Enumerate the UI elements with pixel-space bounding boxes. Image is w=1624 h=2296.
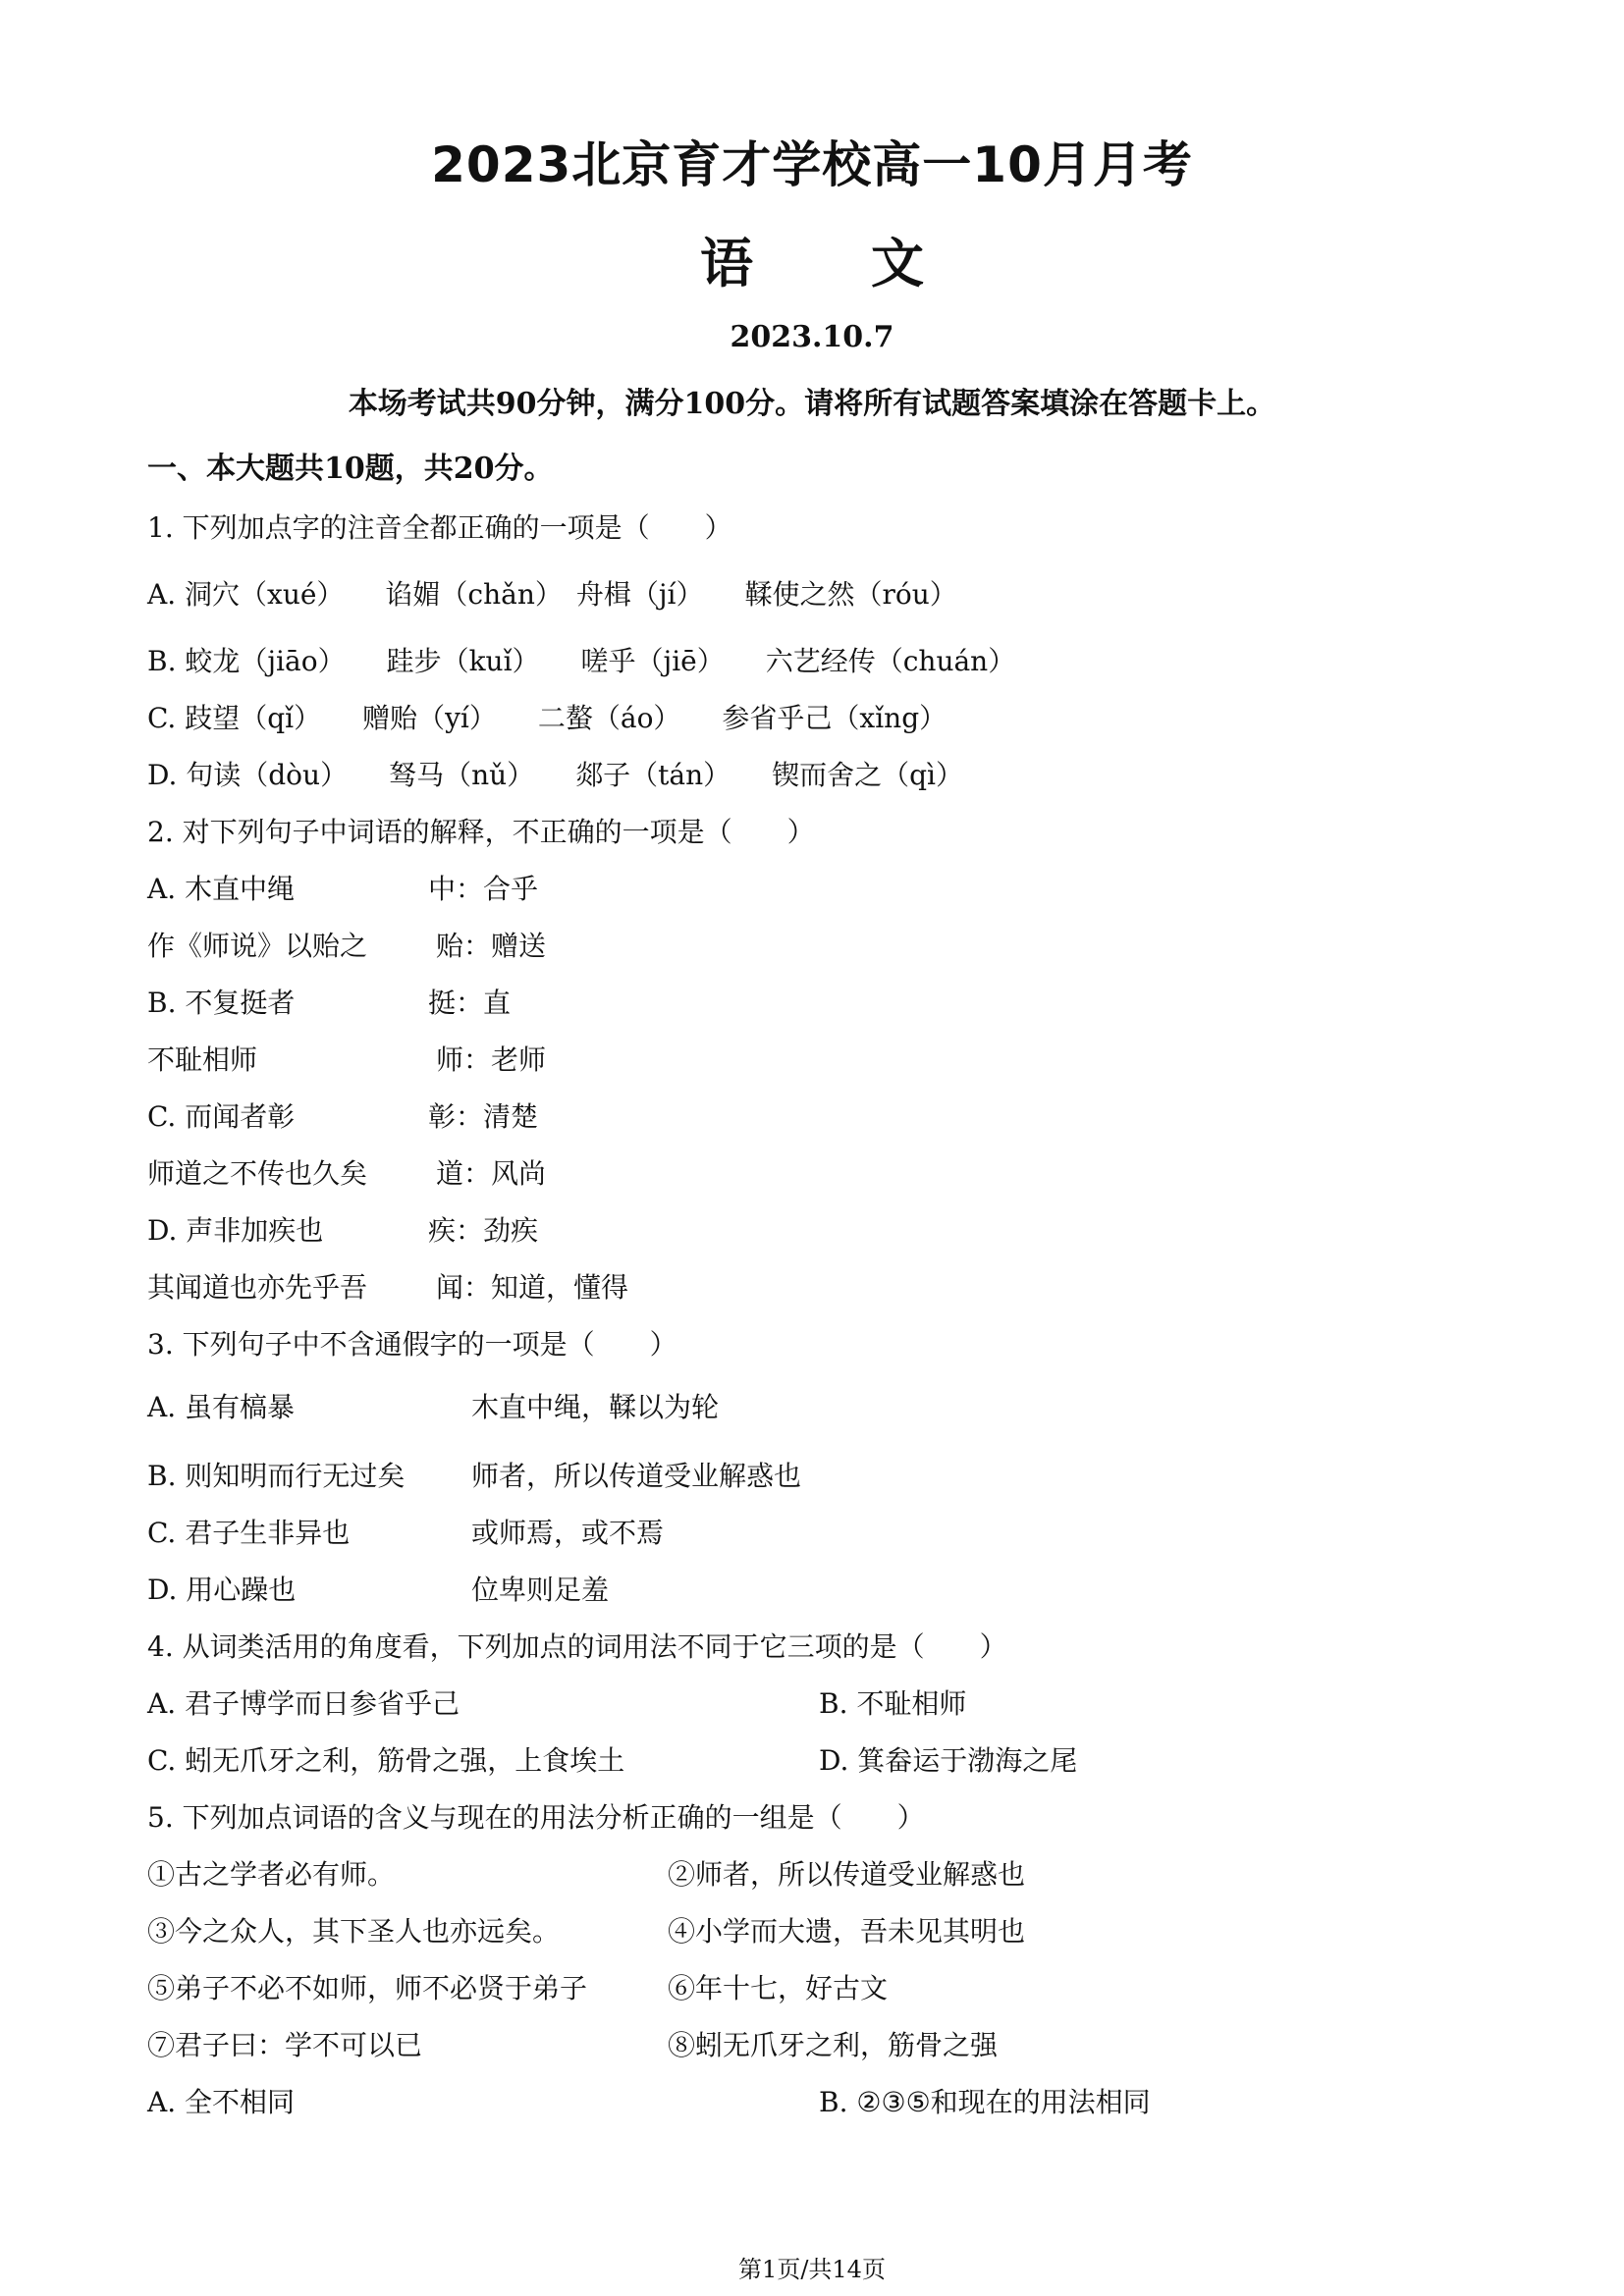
q4-stem: 4. 从词类活用的角度看，下列加点的词用法不同于它三项的是（ ） bbox=[147, 1630, 1007, 1663]
q5-option-b: B. ②③⑤和现在的用法相同 bbox=[819, 2086, 1151, 2118]
q2-row-right: 彰：清楚 bbox=[428, 1100, 539, 1133]
q1-stem: 1. 下列加点字的注音全都正确的一项是（ ） bbox=[147, 511, 732, 544]
q4-option-b: B. 不耻相师 bbox=[819, 1687, 967, 1720]
q5-stem: 5. 下列加点词语的含义与现在的用法分析正确的一组是（ ） bbox=[147, 1801, 925, 1834]
exam-title: 2023北京育才学校高一10月月考 bbox=[431, 136, 1193, 193]
q2-row-right: 中：合乎 bbox=[428, 873, 539, 905]
exam-notice: 本场考试共90分钟，满分100分。请将所有试题答案填涂在答题卡上。 bbox=[348, 387, 1276, 421]
q3-row-left: C. 君子生非异也 bbox=[147, 1517, 351, 1549]
q3-row-left: D. 用心躁也 bbox=[147, 1574, 297, 1606]
section-heading: 一、本大题共10题，共20分。 bbox=[147, 452, 554, 486]
q2-row-left: 师道之不传也久矣 bbox=[147, 1157, 368, 1190]
q4-option-d: D. 箕畚运于渤海之尾 bbox=[819, 1744, 1078, 1777]
q2-row-left: 不耻相师 bbox=[147, 1043, 258, 1076]
q5-row-left: ⑦君子曰：学不可以已 bbox=[147, 2029, 423, 2061]
q2-row-right: 贻：赠送 bbox=[436, 930, 547, 962]
exam-date: 2023.10.7 bbox=[730, 320, 894, 354]
q2-row-right: 闻：知道，懂得 bbox=[436, 1271, 629, 1304]
q1-option-a: A. 洞穴（xué） 谄媚（chǎn） 舟楫（jí） 鞣使之然（róu） bbox=[147, 578, 957, 611]
q5-row-right: ⑥年十七，好古文 bbox=[668, 1972, 889, 2004]
q3-row-right: 师者，所以传道受业解惑也 bbox=[471, 1460, 802, 1492]
q2-row-left: A. 木直中绳 bbox=[147, 873, 296, 905]
q2-row-right: 挺：直 bbox=[428, 987, 512, 1019]
q2-row-left: 作《师说》以贻之 bbox=[147, 930, 368, 962]
q5-option-a: A. 全不相同 bbox=[147, 2086, 296, 2118]
q1-option-b: B. 蛟龙（jiāo） 跬步（kuǐ） 嗟乎（jiē） 六艺经传（chuán） bbox=[147, 645, 1016, 677]
q5-row-left: ⑤弟子不必不如师，师不必贤于弟子 bbox=[147, 1972, 588, 2004]
q1-option-d: D. 句读（dòu） 驽马（nǔ） 郯子（tán） 锲而舍之（qì） bbox=[147, 759, 963, 791]
q3-row-left: A. 虽有槁暴 bbox=[147, 1391, 296, 1423]
q2-row-right: 师：老师 bbox=[436, 1043, 547, 1076]
q2-row-left: 其闻道也亦先乎吾 bbox=[147, 1271, 368, 1304]
q4-option-a: A. 君子博学而日参省乎己 bbox=[147, 1687, 460, 1720]
q3-row-left: B. 则知明而行无过矣 bbox=[147, 1460, 406, 1492]
q5-row-right: ②师者，所以传道受业解惑也 bbox=[668, 1858, 1026, 1891]
q5-row-left: ①古之学者必有师。 bbox=[147, 1858, 396, 1891]
subject-title bbox=[0, 222, 1624, 297]
q3-row-right: 木直中绳，鞣以为轮 bbox=[471, 1391, 720, 1423]
q2-row-left: D. 声非加疾也 bbox=[147, 1214, 324, 1247]
q2-row-right: 道：风尚 bbox=[436, 1157, 547, 1190]
subject-char-1: 语 bbox=[700, 232, 753, 294]
q2-stem: 2. 对下列句子中词语的解释，不正确的一项是（ ） bbox=[147, 816, 815, 848]
q3-stem: 3. 下列句子中不含通假字的一项是（ ） bbox=[147, 1328, 677, 1361]
q2-row-right: 疾：劲疾 bbox=[428, 1214, 539, 1247]
q5-row-left: ③今之众人，其下圣人也亦远矣。 bbox=[147, 1915, 561, 1948]
q5-row-right: ⑧蚓无爪牙之利，筋骨之强 bbox=[668, 2029, 999, 2061]
q3-row-right: 位卑则足羞 bbox=[471, 1574, 610, 1606]
page-number: 第1页/共14页 bbox=[738, 2256, 886, 2283]
q3-row-right: 或师焉，或不焉 bbox=[471, 1517, 665, 1549]
q5-row-right: ④小学而大遗，吾未见其明也 bbox=[668, 1915, 1026, 1948]
subject-char-2: 文 bbox=[871, 232, 924, 294]
q2-row-left: B. 不复挺者 bbox=[147, 987, 296, 1019]
q1-option-c: C. 跂望（qǐ） 赠贻（yí） 二螯（áo） 参省乎己（xǐng） bbox=[147, 702, 947, 734]
q4-option-c: C. 蚓无爪牙之利，筋骨之强，上食埃土 bbox=[147, 1744, 625, 1777]
q2-row-left: C. 而闻者彰 bbox=[147, 1100, 296, 1133]
